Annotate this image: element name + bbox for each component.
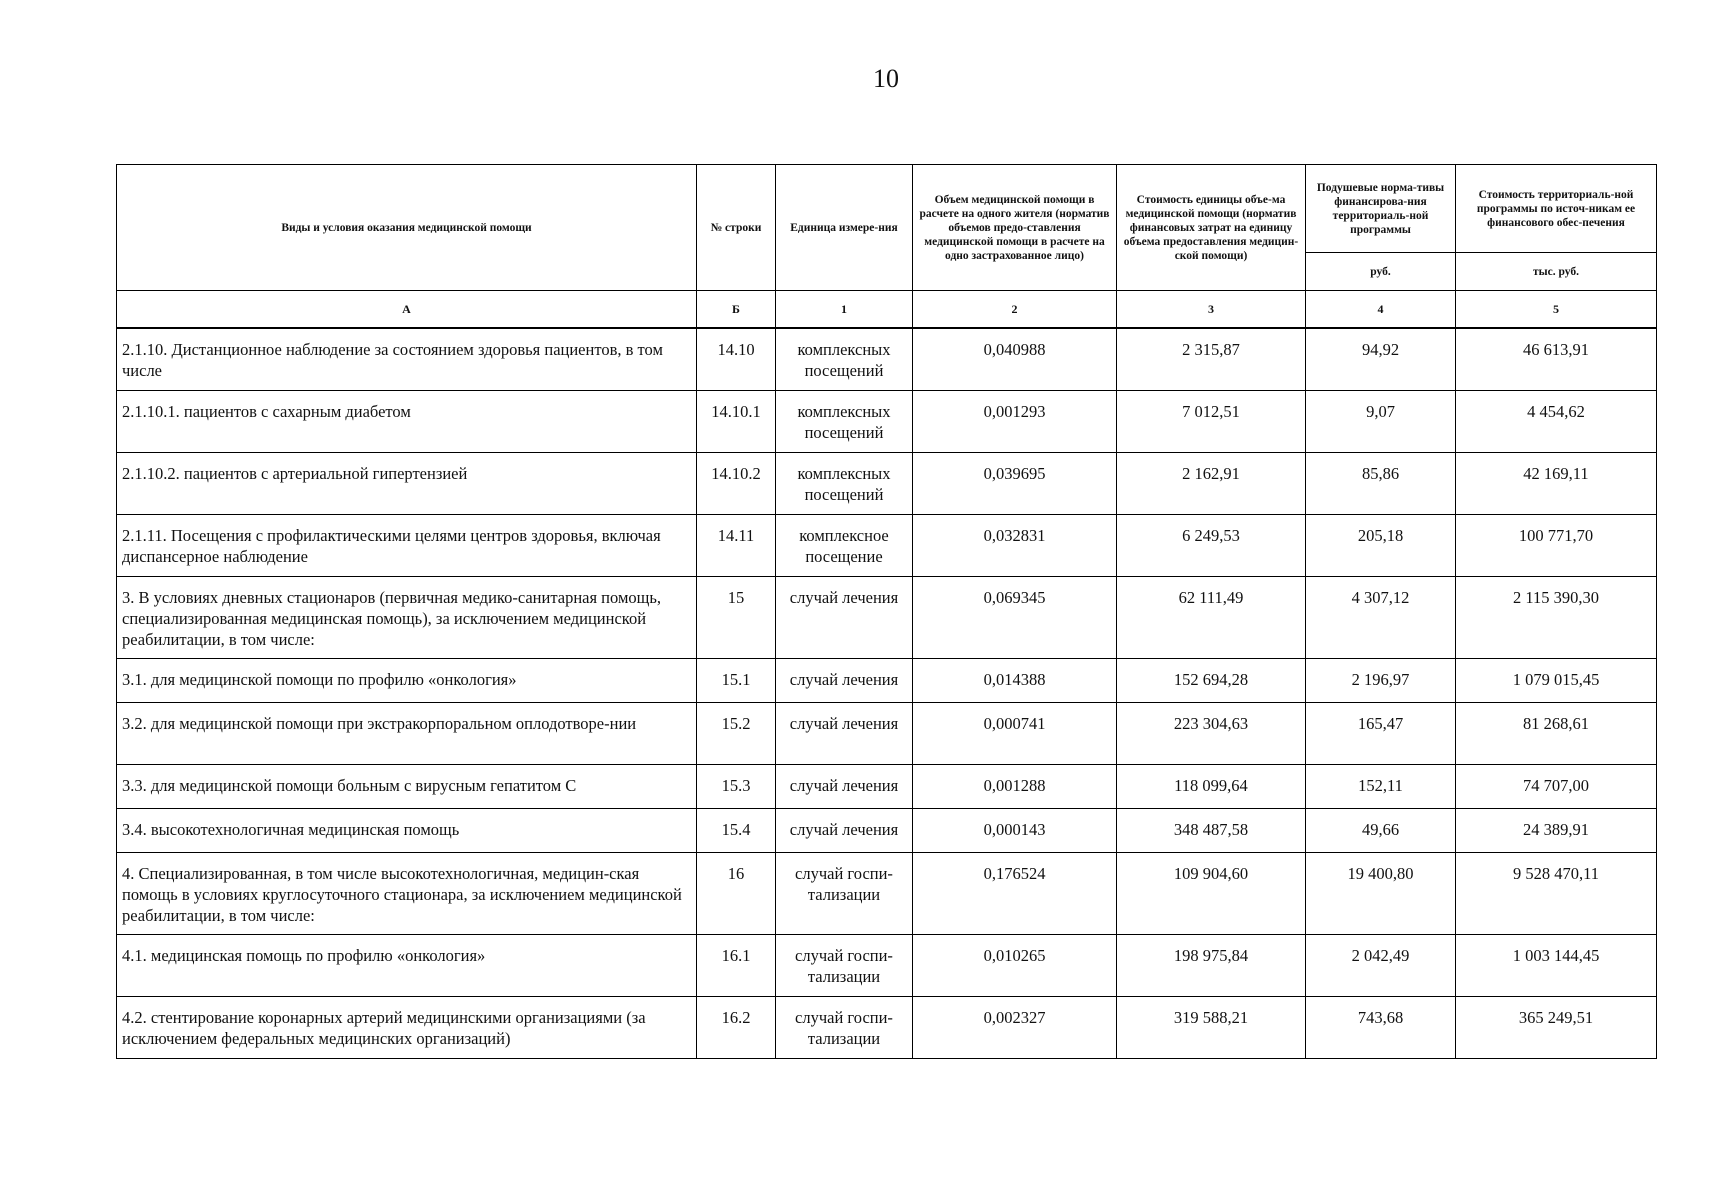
row-line: 15.4	[697, 808, 776, 852]
row-total: 74 707,00	[1456, 764, 1657, 808]
row-volume: 0,176524	[913, 852, 1117, 934]
row-name: 2.1.11. Посещения с профилактическими целями центров здоровья, включая диспансерное наблюдение	[117, 514, 697, 576]
row-per-capita: 743,68	[1306, 996, 1456, 1058]
row-cost: 2 162,91	[1117, 452, 1306, 514]
table-row	[117, 390, 1657, 452]
index-cell: А	[117, 291, 697, 329]
row-cost: 7 012,51	[1117, 390, 1306, 452]
table-row	[117, 934, 1657, 996]
header-program-cost: Стоимость территориаль-ной программы по источ-никам ее финансового обес-печения	[1456, 165, 1657, 253]
row-volume: 0,000143	[913, 808, 1117, 852]
row-volume: 0,040988	[913, 328, 1117, 390]
row-total: 1 003 144,45	[1456, 934, 1657, 996]
row-total: 365 249,51	[1456, 996, 1657, 1058]
row-unit: комплексное посещение	[776, 514, 913, 576]
row-name: 4.2. стентирование коронарных артерий медицинскими организациями (за исключением федеральных медицинских организаций)	[117, 996, 697, 1058]
row-total: 100 771,70	[1456, 514, 1657, 576]
row-cost: 348 487,58	[1117, 808, 1306, 852]
row-per-capita: 9,07	[1306, 390, 1456, 452]
financing-table	[116, 164, 1657, 1059]
header-kinds-conditions: Виды и условия оказания медицинской помощи	[117, 165, 697, 291]
table-row	[117, 576, 1657, 658]
row-volume: 0,014388	[913, 658, 1117, 702]
index-cell: 2	[913, 291, 1117, 329]
header-unit-rub: руб.	[1306, 253, 1456, 291]
row-per-capita: 2 196,97	[1306, 658, 1456, 702]
table-row	[117, 514, 1657, 576]
row-line: 15.1	[697, 658, 776, 702]
row-total: 81 268,61	[1456, 702, 1657, 764]
row-cost: 319 588,21	[1117, 996, 1306, 1058]
row-line: 14.10	[697, 328, 776, 390]
header-unit-thousand-rub: тыс. руб.	[1456, 253, 1657, 291]
row-unit: случай госпи-тализации	[776, 996, 913, 1058]
row-per-capita: 94,92	[1306, 328, 1456, 390]
row-volume: 0,000741	[913, 702, 1117, 764]
header-per-capita: Подушевые норма-тивы финансирова-ния территориаль-ной программы	[1306, 165, 1456, 253]
row-unit: случай лечения	[776, 702, 913, 764]
row-cost: 6 249,53	[1117, 514, 1306, 576]
row-per-capita: 205,18	[1306, 514, 1456, 576]
row-total: 2 115 390,30	[1456, 576, 1657, 658]
row-per-capita: 165,47	[1306, 702, 1456, 764]
row-unit: случай госпи-тализации	[776, 934, 913, 996]
row-cost: 2 315,87	[1117, 328, 1306, 390]
index-cell: 4	[1306, 291, 1456, 329]
row-line: 15.3	[697, 764, 776, 808]
row-cost: 118 099,64	[1117, 764, 1306, 808]
row-total: 1 079 015,45	[1456, 658, 1657, 702]
row-line: 15	[697, 576, 776, 658]
row-cost: 223 304,63	[1117, 702, 1306, 764]
index-cell: 1	[776, 291, 913, 329]
row-per-capita: 4 307,12	[1306, 576, 1456, 658]
index-row	[117, 291, 1657, 329]
table-row	[117, 852, 1657, 934]
row-per-capita: 2 042,49	[1306, 934, 1456, 996]
row-unit: случай госпи-тализации	[776, 852, 913, 934]
header-unit-cost: Стоимость единицы объе-ма медицинской помощи (норматив финансовых затрат на единицу объема предоставления медицин-ской помощи)	[1117, 165, 1306, 291]
table-row	[117, 764, 1657, 808]
header-volume: Объем медицинской помощи в расчете на одного жителя (норматив объемов предо-ставления медицинской помощи в расчете на одно застрахованное лицо)	[913, 165, 1117, 291]
row-line: 16.1	[697, 934, 776, 996]
row-line: 15.2	[697, 702, 776, 764]
row-cost: 152 694,28	[1117, 658, 1306, 702]
row-volume: 0,010265	[913, 934, 1117, 996]
row-volume: 0,069345	[913, 576, 1117, 658]
header-row	[117, 165, 1657, 253]
row-name: 3.2. для медицинской помощи при экстракорпоральном оплодотворе-нии	[117, 702, 697, 764]
index-cell: 3	[1117, 291, 1306, 329]
row-cost: 198 975,84	[1117, 934, 1306, 996]
row-unit: случай лечения	[776, 764, 913, 808]
row-cost: 109 904,60	[1117, 852, 1306, 934]
table-row	[117, 328, 1657, 390]
index-cell: Б	[697, 291, 776, 329]
row-name: 2.1.10.2. пациентов с артериальной гипертензией	[117, 452, 697, 514]
row-line: 16	[697, 852, 776, 934]
row-unit: комплексных посещений	[776, 452, 913, 514]
row-name: 2.1.10. Дистанционное наблюдение за состоянием здоровья пациентов, в том числе	[117, 328, 697, 390]
row-unit: случай лечения	[776, 658, 913, 702]
row-per-capita: 152,11	[1306, 764, 1456, 808]
row-line: 14.10.2	[697, 452, 776, 514]
row-unit: случай лечения	[776, 576, 913, 658]
row-volume: 0,002327	[913, 996, 1117, 1058]
header-line-number: № строки	[697, 165, 776, 291]
row-name: 3.3. для медицинской помощи больным с вирусным гепатитом С	[117, 764, 697, 808]
row-line: 14.10.1	[697, 390, 776, 452]
row-name: 3.1. для медицинской помощи по профилю «онкология»	[117, 658, 697, 702]
row-line: 14.11	[697, 514, 776, 576]
row-volume: 0,001293	[913, 390, 1117, 452]
table-row	[117, 658, 1657, 702]
row-total: 24 389,91	[1456, 808, 1657, 852]
row-per-capita: 49,66	[1306, 808, 1456, 852]
row-total: 9 528 470,11	[1456, 852, 1657, 934]
table-row	[117, 996, 1657, 1058]
row-volume: 0,032831	[913, 514, 1117, 576]
row-name: 4.1. медицинская помощь по профилю «онкология»	[117, 934, 697, 996]
row-per-capita: 19 400,80	[1306, 852, 1456, 934]
header-unit: Единица измере-ния	[776, 165, 913, 291]
row-name: 3.4. высокотехнологичная медицинская помощь	[117, 808, 697, 852]
row-total: 4 454,62	[1456, 390, 1657, 452]
row-name: 3. В условиях дневных стационаров (первичная медико-санитарная помощь, специализированная медицинская помощь), за исключением медицинской реабилитации, в том числе:	[117, 576, 697, 658]
row-total: 46 613,91	[1456, 328, 1657, 390]
table-row	[117, 452, 1657, 514]
row-name: 2.1.10.1. пациентов с сахарным диабетом	[117, 390, 697, 452]
table-row	[117, 702, 1657, 764]
row-per-capita: 85,86	[1306, 452, 1456, 514]
row-unit: случай лечения	[776, 808, 913, 852]
table-row	[117, 808, 1657, 852]
row-cost: 62 111,49	[1117, 576, 1306, 658]
index-cell: 5	[1456, 291, 1657, 329]
row-volume: 0,001288	[913, 764, 1117, 808]
row-unit: комплексных посещений	[776, 390, 913, 452]
row-line: 16.2	[697, 996, 776, 1058]
row-name: 4. Специализированная, в том числе высокотехнологичная, медицин-ская помощь в условиях круглосуточного стационара, за исключением медицинской реабилитации, в том числе:	[117, 852, 697, 934]
row-volume: 0,039695	[913, 452, 1117, 514]
page-number: 10	[873, 64, 899, 93]
row-total: 42 169,11	[1456, 452, 1657, 514]
row-unit: комплексных посещений	[776, 328, 913, 390]
